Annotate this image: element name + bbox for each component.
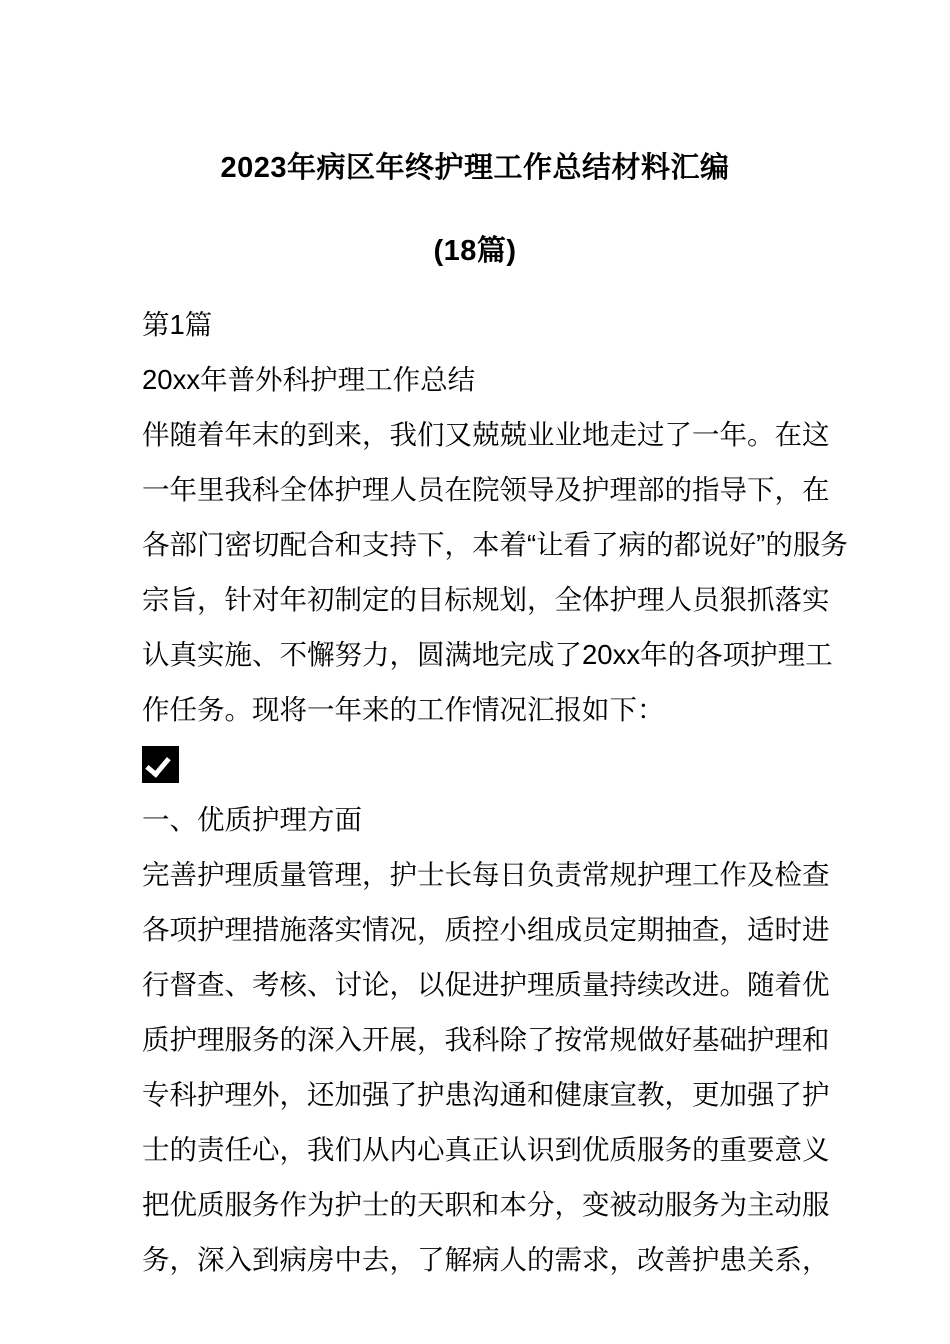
paragraph-line bbox=[142, 1122, 830, 1177]
checkmark-box-icon bbox=[142, 746, 179, 783]
paragraph-line-text: 士的责任心，我们从内心真正认识到优质服务的重要意义 bbox=[142, 1134, 830, 1165]
paragraph-line-text: 宗旨，针对年初制定的目标规划，全体护理人员狠抓落实 bbox=[142, 584, 830, 615]
paragraph-line bbox=[142, 1012, 830, 1067]
paragraph-line-text: 完善护理质量管理，护士长每日负责常规护理工作及检查 bbox=[142, 859, 830, 890]
paragraph-line-text: 各项护理措施落实情况，质控小组成员定期抽查，适时进 bbox=[142, 914, 830, 945]
section-heading: 一、优质护理方面 bbox=[142, 804, 362, 835]
paragraph-line-text: 伴随着年末的到来，我们又兢兢业业地走过了一年。在这 bbox=[142, 419, 830, 450]
paragraph-line bbox=[142, 902, 830, 957]
paragraph-line bbox=[142, 847, 830, 902]
section-label: 第1篇 bbox=[142, 309, 213, 340]
paragraph-line bbox=[142, 1067, 830, 1122]
paragraph-line-text: 务，深入到病房中去，了解病人的需求，改善护患关系， bbox=[142, 1244, 830, 1275]
paragraph-line bbox=[142, 627, 833, 682]
paragraph-line-text: 认真实施、不懈努力，圆满地完成了20xx年的各项护理工 bbox=[142, 639, 833, 670]
paragraph-line: 作任务。现将一年来的工作情况汇报如下： bbox=[142, 694, 665, 725]
page-subtitle: (18篇) bbox=[433, 235, 517, 267]
document-body bbox=[142, 297, 848, 1287]
paragraph-line-text: 把优质服务作为护士的天职和本分，变被动服务为主动服 bbox=[142, 1189, 830, 1220]
article-title: 20xx年普外科护理工作总结 bbox=[142, 364, 476, 395]
paragraph-line bbox=[142, 517, 848, 572]
paragraph-line-text: 质护理服务的深入开展，我科除了按常规做好基础护理和 bbox=[142, 1024, 830, 1055]
paragraph-line bbox=[142, 1232, 830, 1287]
paragraph-line bbox=[142, 572, 830, 627]
paragraph-line bbox=[142, 407, 830, 462]
paragraph-line bbox=[142, 462, 830, 517]
paragraph-line bbox=[142, 1177, 830, 1232]
paragraph-line-text: 行督查、考核、讨论，以促进护理质量持续改进。随着优 bbox=[142, 969, 830, 1000]
paragraph-line-text: 一年里我科全体护理人员在院领导及护理部的指导下，在 bbox=[142, 474, 830, 505]
page-title: 2023年病区年终护理工作总结材料汇编 bbox=[220, 152, 730, 184]
checkbox-line bbox=[142, 737, 814, 792]
paragraph-line-text: 各部门密切配合和支持下，本着“让看了病的都说好”的服务 bbox=[142, 529, 848, 560]
paragraph-line-text: 专科护理外，还加强了护患沟通和健康宣教，更加强了护 bbox=[142, 1079, 830, 1110]
paragraph-line bbox=[142, 957, 830, 1012]
